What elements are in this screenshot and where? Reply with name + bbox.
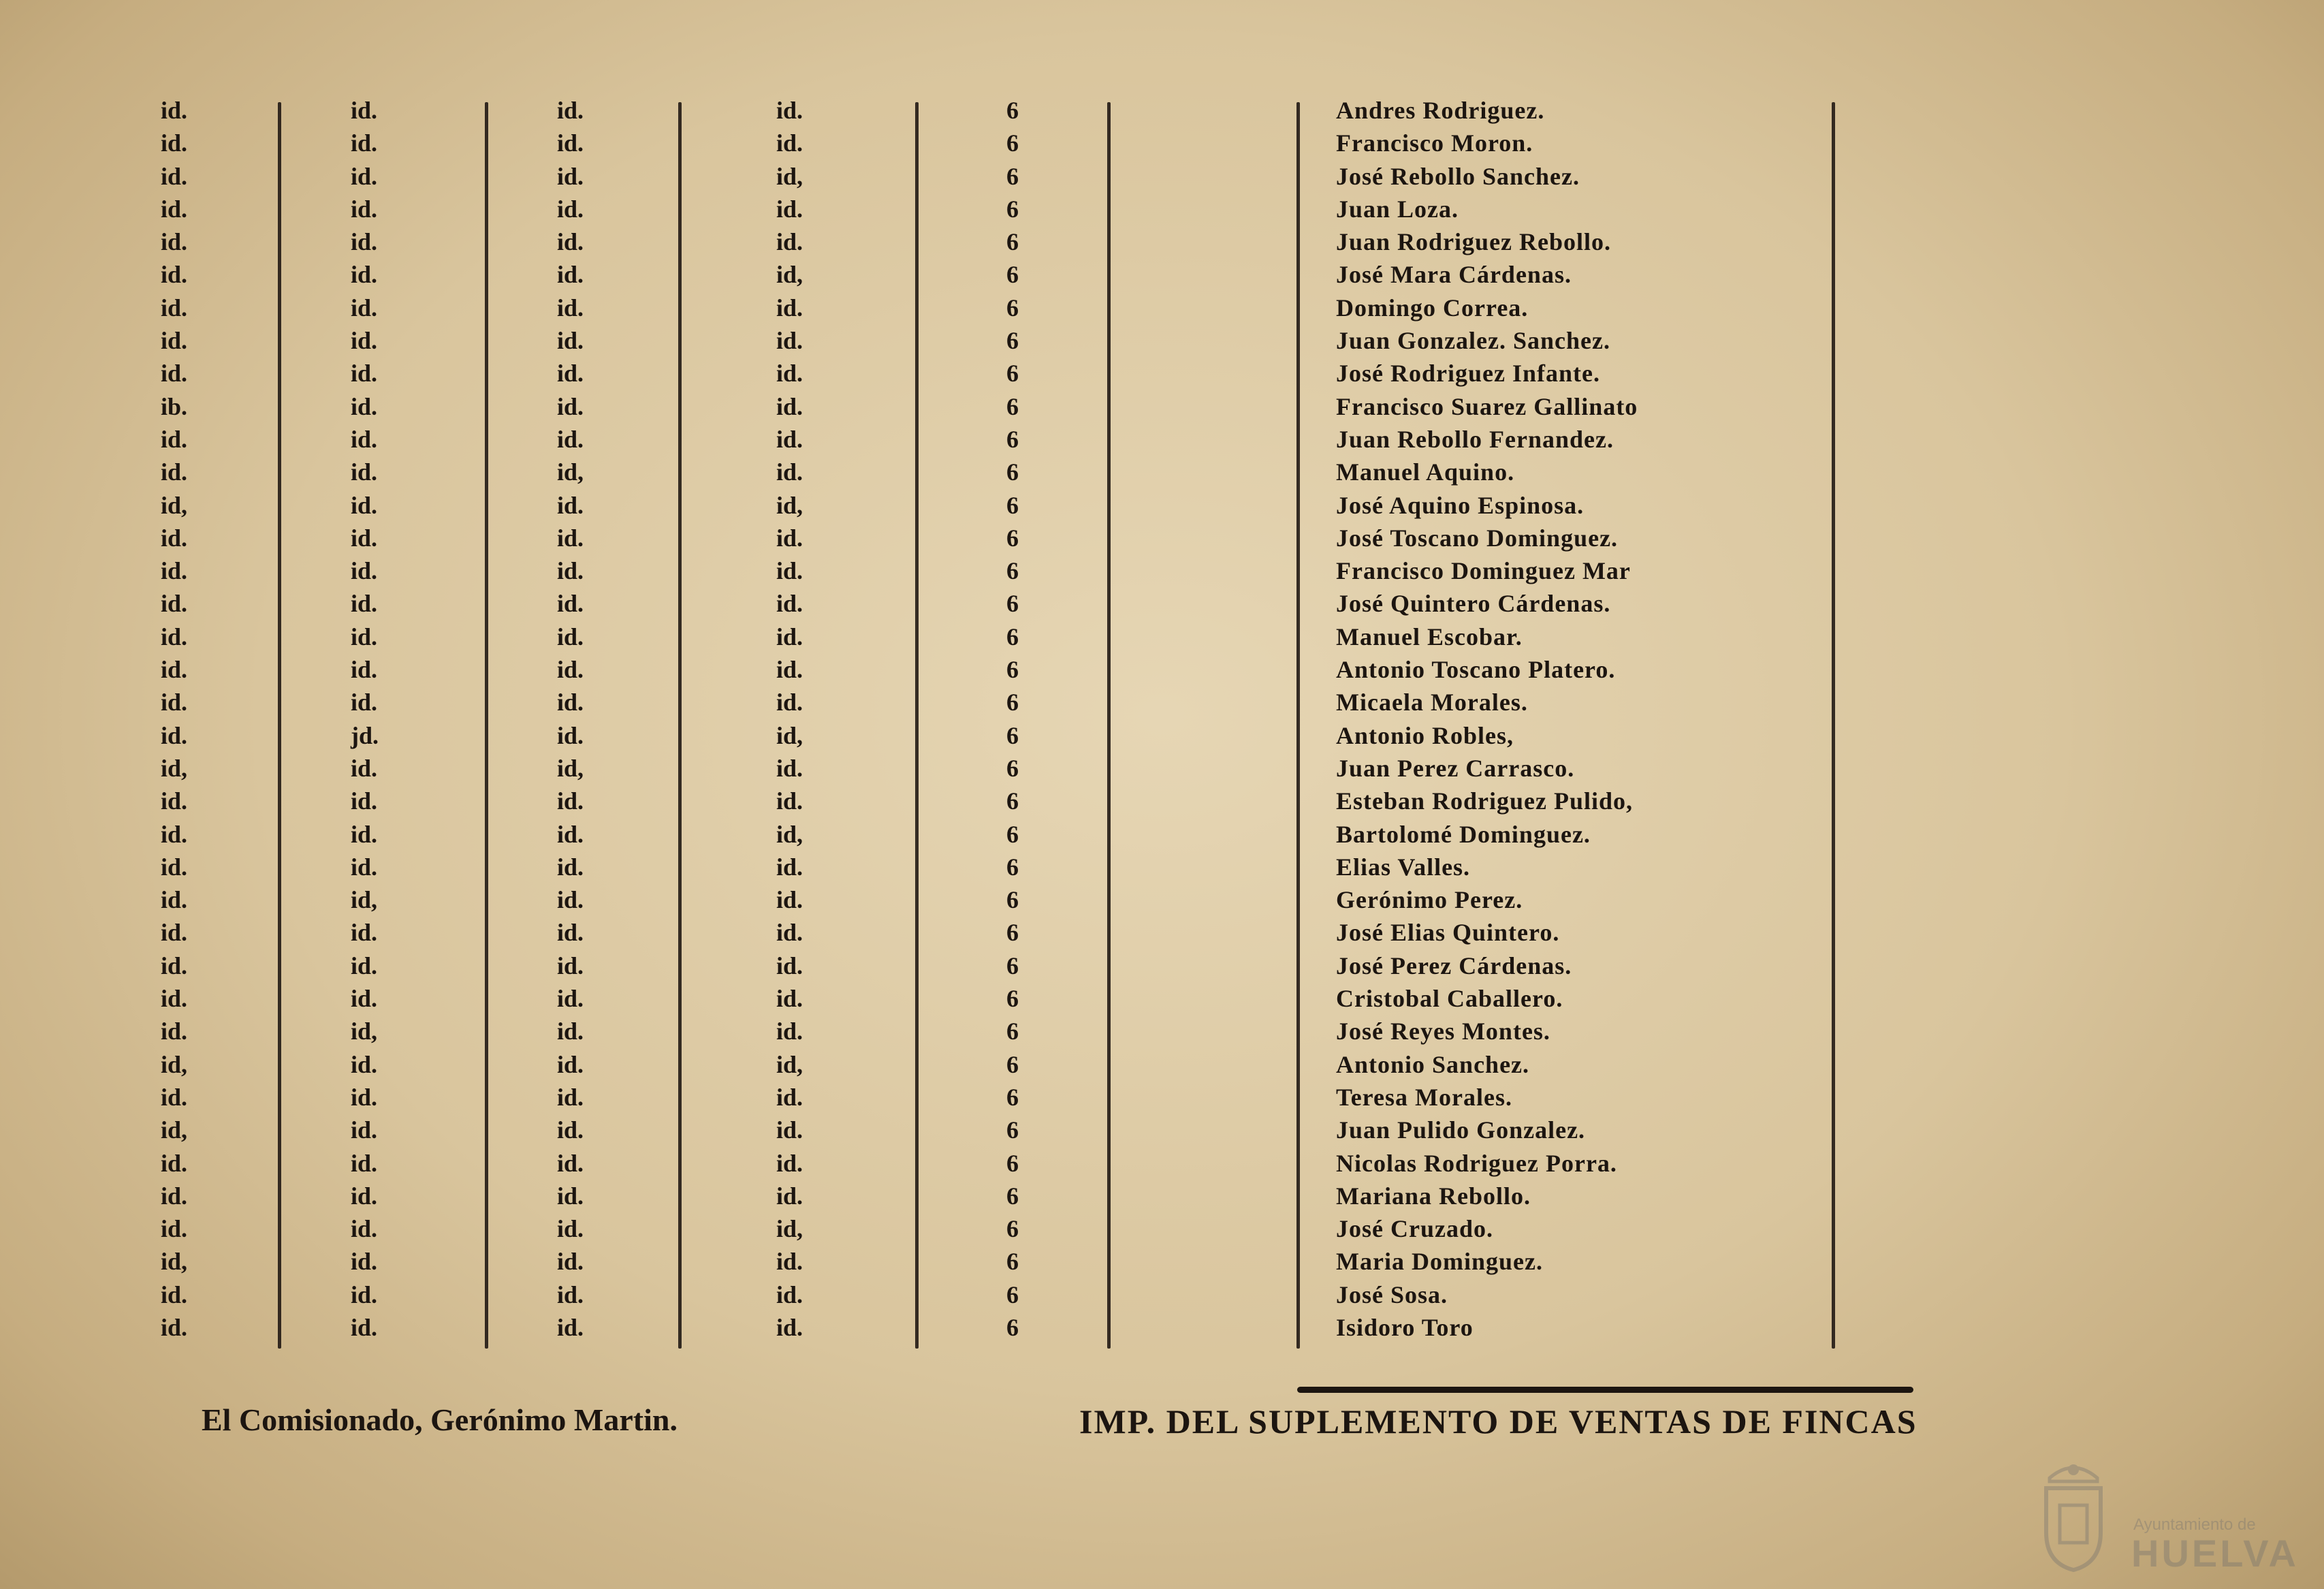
col3-cell: id.: [557, 1018, 584, 1045]
col1-cell: id.: [161, 1018, 188, 1045]
col1-cell: id,: [161, 1116, 188, 1144]
col4-cell: id.: [776, 425, 803, 453]
col1-cell: id,: [161, 1050, 188, 1078]
col4-cell: id.: [776, 951, 803, 979]
name-cell: José Quintero Cárdenas.: [1336, 590, 1611, 618]
col4-cell: id.: [776, 360, 803, 388]
col3-cell: id.: [557, 195, 584, 223]
name-cell: José Rodriguez Infante.: [1336, 360, 1600, 388]
col1-cell: id.: [161, 1313, 188, 1341]
col3-cell: id.: [557, 820, 584, 848]
col3-cell: id.: [557, 327, 584, 355]
table-row: [0, 324, 2324, 357]
col3-cell: id.: [557, 1280, 584, 1308]
col3-cell: id.: [557, 886, 584, 914]
table-row: [0, 1147, 2324, 1180]
col4-cell: id.: [776, 1248, 803, 1276]
col4-cell: id.: [776, 327, 803, 355]
col1-cell: id.: [161, 787, 188, 815]
col2-cell: id.: [351, 228, 378, 256]
quantity-cell: 6: [1006, 129, 1019, 157]
name-cell: Antonio Sanchez.: [1336, 1050, 1530, 1078]
quantity-cell: 6: [1006, 787, 1019, 815]
col3-cell: id.: [557, 425, 584, 453]
col3-cell: id.: [557, 853, 584, 881]
col1-cell: id.: [161, 689, 188, 717]
col3-cell: id.: [557, 1182, 584, 1210]
col3-cell: id.: [557, 1116, 584, 1144]
col1-cell: id.: [161, 1149, 188, 1177]
quantity-cell: 6: [1006, 524, 1019, 552]
name-cell: José Rebollo Sanchez.: [1336, 162, 1580, 190]
name-cell: Juan Loza.: [1336, 195, 1459, 223]
table-row: [0, 719, 2324, 752]
name-cell: Manuel Aquino.: [1336, 458, 1515, 486]
quantity-cell: 6: [1006, 1050, 1019, 1078]
col1-cell: id.: [161, 1083, 188, 1111]
col2-cell: id.: [351, 951, 378, 979]
col1-cell: id.: [161, 195, 188, 223]
col4-cell: id.: [776, 590, 803, 618]
col4-cell: id.: [776, 524, 803, 552]
table-row: [0, 390, 2324, 423]
table-row: [0, 620, 2324, 653]
col2-cell: id,: [351, 1018, 378, 1045]
table-row: [0, 1114, 2324, 1146]
col3-cell: id.: [557, 162, 584, 190]
col1-cell: id.: [161, 656, 188, 684]
col1-cell: id.: [161, 129, 188, 157]
printer-imprint: IMP. DEL SUPLEMENTO DE VENTAS DE FINCAS: [1079, 1402, 1917, 1441]
quantity-cell: 6: [1006, 689, 1019, 717]
table-row: [0, 489, 2324, 522]
col3-cell: id.: [557, 1313, 584, 1341]
col4-cell: id.: [776, 853, 803, 881]
col1-cell: id.: [161, 261, 188, 289]
name-cell: José Sosa.: [1336, 1280, 1448, 1308]
col1-cell: id.: [161, 97, 188, 124]
quantity-cell: 6: [1006, 228, 1019, 256]
col1-cell: ib.: [161, 392, 188, 420]
col2-cell: id.: [351, 820, 378, 848]
col2-cell: id.: [351, 392, 378, 420]
table-row: [0, 193, 2324, 225]
name-cell: Andres Rodriguez.: [1336, 97, 1545, 124]
name-cell: Gerónimo Perez.: [1336, 886, 1523, 914]
col2-cell: id.: [351, 129, 378, 157]
col2-cell: id.: [351, 689, 378, 717]
table-row: [0, 653, 2324, 686]
table-row: [0, 1015, 2324, 1048]
col4-cell: id.: [776, 754, 803, 782]
col4-cell: id.: [776, 787, 803, 815]
col2-cell: id.: [351, 919, 378, 947]
col1-cell: id.: [161, 327, 188, 355]
col4-cell: id,: [776, 820, 803, 848]
col1-cell: id.: [161, 360, 188, 388]
table-row: [0, 587, 2324, 620]
col2-cell: id.: [351, 1280, 378, 1308]
name-cell: Juan Rebollo Fernandez.: [1336, 425, 1614, 453]
watermark: [2036, 1451, 2299, 1575]
table-row: [0, 982, 2324, 1015]
name-cell: José Elias Quintero.: [1336, 919, 1560, 947]
name-cell: Francisco Moron.: [1336, 129, 1533, 157]
col1-cell: id.: [161, 985, 188, 1013]
table-row: [0, 127, 2324, 159]
col3-cell: id.: [557, 524, 584, 552]
col3-cell: id.: [557, 392, 584, 420]
col1-cell: id,: [161, 1248, 188, 1276]
col1-cell: id.: [161, 425, 188, 453]
name-cell: Micaela Morales.: [1336, 689, 1528, 717]
col1-cell: id.: [161, 524, 188, 552]
table-row: [0, 1048, 2324, 1081]
col3-cell: id.: [557, 557, 584, 585]
col1-cell: id,: [161, 754, 188, 782]
quantity-cell: 6: [1006, 1215, 1019, 1243]
col4-cell: id,: [776, 261, 803, 289]
quantity-cell: 6: [1006, 327, 1019, 355]
table-row: [0, 752, 2324, 785]
col4-cell: id.: [776, 1182, 803, 1210]
col1-cell: id.: [161, 886, 188, 914]
col4-cell: id.: [776, 1083, 803, 1111]
name-cell: Juan Perez Carrasco.: [1336, 754, 1575, 782]
col4-cell: id,: [776, 1050, 803, 1078]
col2-cell: id.: [351, 590, 378, 618]
name-cell: Bartolomé Dominguez.: [1336, 820, 1591, 848]
table-row: [0, 916, 2324, 949]
quantity-cell: 6: [1006, 1116, 1019, 1144]
col4-cell: id,: [776, 491, 803, 519]
name-cell: Juan Pulido Gonzalez.: [1336, 1116, 1586, 1144]
col3-cell: id.: [557, 985, 584, 1013]
table-row: [0, 1212, 2324, 1245]
col4-cell: id.: [776, 1018, 803, 1045]
name-cell: Domingo Correa.: [1336, 294, 1529, 321]
col1-cell: id.: [161, 1182, 188, 1210]
table-row: [0, 1278, 2324, 1311]
col4-cell: id.: [776, 1116, 803, 1144]
col2-cell: id.: [351, 623, 378, 650]
table-row: [0, 456, 2324, 488]
quantity-cell: 6: [1006, 853, 1019, 881]
col1-cell: id.: [161, 162, 188, 190]
quantity-cell: 6: [1006, 491, 1019, 519]
quantity-cell: 6: [1006, 886, 1019, 914]
ledger-table: [0, 94, 2324, 1344]
decorative-rule: [1297, 1387, 1913, 1393]
col4-cell: id.: [776, 228, 803, 256]
name-cell: Francisco Suarez Gallinato: [1336, 392, 1638, 420]
name-cell: Elias Valles.: [1336, 853, 1471, 881]
quantity-cell: 6: [1006, 557, 1019, 585]
col2-cell: id.: [351, 1050, 378, 1078]
col3-cell: id.: [557, 360, 584, 388]
col2-cell: id.: [351, 1248, 378, 1276]
col2-cell: id.: [351, 97, 378, 124]
col3-cell: id.: [557, 261, 584, 289]
col1-cell: id.: [161, 294, 188, 321]
table-row: [0, 292, 2324, 324]
col3-cell: id.: [557, 1083, 584, 1111]
col2-cell: id.: [351, 294, 378, 321]
col4-cell: id.: [776, 1280, 803, 1308]
col4-cell: id.: [776, 1313, 803, 1341]
col3-cell: id.: [557, 1248, 584, 1276]
name-cell: Antonio Toscano Platero.: [1336, 656, 1616, 684]
col2-cell: id.: [351, 195, 378, 223]
col3-cell: id.: [557, 129, 584, 157]
table-row: [0, 1081, 2324, 1114]
name-cell: Juan Gonzalez. Sanchez.: [1336, 327, 1611, 355]
col2-cell: id.: [351, 261, 378, 289]
col2-cell: id.: [351, 557, 378, 585]
col2-cell: id.: [351, 327, 378, 355]
col4-cell: id.: [776, 129, 803, 157]
quantity-cell: 6: [1006, 985, 1019, 1013]
col2-cell: id.: [351, 853, 378, 881]
col3-cell: id.: [557, 1149, 584, 1177]
name-cell: Juan Rodriguez Rebollo.: [1336, 228, 1612, 256]
col4-cell: id.: [776, 294, 803, 321]
quantity-cell: 6: [1006, 97, 1019, 124]
col4-cell: id.: [776, 557, 803, 585]
quantity-cell: 6: [1006, 162, 1019, 190]
col4-cell: id,: [776, 1215, 803, 1243]
name-cell: José Cruzado.: [1336, 1215, 1493, 1243]
name-cell: Francisco Dominguez Mar: [1336, 557, 1631, 585]
quantity-cell: 6: [1006, 623, 1019, 650]
col3-cell: id.: [557, 623, 584, 650]
col2-cell: id.: [351, 985, 378, 1013]
col1-cell: id.: [161, 1215, 188, 1243]
watermark-title: HUELVA: [2131, 1532, 2299, 1575]
col1-cell: id.: [161, 951, 188, 979]
quantity-cell: 6: [1006, 590, 1019, 618]
quantity-cell: 6: [1006, 1149, 1019, 1177]
name-cell: Manuel Escobar.: [1336, 623, 1523, 650]
table-row: [0, 785, 2324, 817]
quantity-cell: 6: [1006, 261, 1019, 289]
col1-cell: id.: [161, 590, 188, 618]
table-row: [0, 357, 2324, 390]
col1-cell: id.: [161, 919, 188, 947]
col4-cell: id.: [776, 985, 803, 1013]
col3-cell: id.: [557, 491, 584, 519]
table-row: [0, 522, 2324, 554]
col4-cell: id.: [776, 392, 803, 420]
quantity-cell: 6: [1006, 360, 1019, 388]
name-cell: José Aquino Espinosa.: [1336, 491, 1585, 519]
name-cell: Antonio Robles,: [1336, 721, 1514, 749]
col2-cell: id.: [351, 1313, 378, 1341]
quantity-cell: 6: [1006, 392, 1019, 420]
name-cell: José Perez Cárdenas.: [1336, 951, 1572, 979]
quantity-cell: 6: [1006, 951, 1019, 979]
col3-cell: id.: [557, 656, 584, 684]
table-row: [0, 686, 2324, 719]
quantity-cell: 6: [1006, 919, 1019, 947]
table-row: [0, 160, 2324, 193]
table-row: [0, 949, 2324, 982]
col1-cell: id.: [161, 820, 188, 848]
col4-cell: id.: [776, 458, 803, 486]
quantity-cell: 6: [1006, 294, 1019, 321]
name-cell: Teresa Morales.: [1336, 1083, 1512, 1111]
quantity-cell: 6: [1006, 195, 1019, 223]
quantity-cell: 6: [1006, 425, 1019, 453]
name-cell: José Reyes Montes.: [1336, 1018, 1550, 1045]
col1-cell: id.: [161, 228, 188, 256]
name-cell: José Toscano Dominguez.: [1336, 524, 1619, 552]
col3-cell: id.: [557, 919, 584, 947]
col2-cell: id.: [351, 656, 378, 684]
quantity-cell: 6: [1006, 1083, 1019, 1111]
col2-cell: id.: [351, 1215, 378, 1243]
quantity-cell: 6: [1006, 656, 1019, 684]
col2-cell: id.: [351, 162, 378, 190]
col2-cell: id.: [351, 491, 378, 519]
name-cell: Isidoro Toro: [1336, 1313, 1474, 1341]
col4-cell: id.: [776, 919, 803, 947]
name-cell: Maria Dominguez.: [1336, 1248, 1543, 1276]
col2-cell: id.: [351, 1149, 378, 1177]
col3-cell: id.: [557, 228, 584, 256]
col2-cell: id.: [351, 360, 378, 388]
col2-cell: jd.: [351, 721, 379, 749]
col4-cell: id.: [776, 195, 803, 223]
col3-cell: id.: [557, 1050, 584, 1078]
table-row: [0, 554, 2324, 587]
col4-cell: id.: [776, 886, 803, 914]
col4-cell: id.: [776, 97, 803, 124]
col1-cell: id,: [161, 491, 188, 519]
col2-cell: id.: [351, 1083, 378, 1111]
col4-cell: id.: [776, 656, 803, 684]
table-row: [0, 258, 2324, 291]
col2-cell: id.: [351, 524, 378, 552]
quantity-cell: 6: [1006, 1248, 1019, 1276]
commissioner-signature: El Comisionado, Gerónimo Martin.: [202, 1402, 678, 1437]
col3-cell: id.: [557, 689, 584, 717]
name-cell: Nicolas Rodriguez Porra.: [1336, 1149, 1617, 1177]
table-row: [0, 818, 2324, 851]
table-row: [0, 423, 2324, 456]
table-row: [0, 1245, 2324, 1278]
col4-cell: id,: [776, 721, 803, 749]
table-row: [0, 1311, 2324, 1344]
quantity-cell: 6: [1006, 820, 1019, 848]
col2-cell: id.: [351, 458, 378, 486]
table-row: [0, 225, 2324, 258]
col1-cell: id.: [161, 1280, 188, 1308]
col1-cell: id.: [161, 853, 188, 881]
name-cell: Esteban Rodriguez Pulido,: [1336, 787, 1634, 815]
col4-cell: id,: [776, 162, 803, 190]
name-cell: José Mara Cárdenas.: [1336, 261, 1572, 289]
col4-cell: id.: [776, 689, 803, 717]
col1-cell: id.: [161, 458, 188, 486]
col2-cell: id.: [351, 1182, 378, 1210]
col2-cell: id.: [351, 425, 378, 453]
col3-cell: id.: [557, 1215, 584, 1243]
table-row: [0, 1180, 2324, 1212]
name-cell: Mariana Rebollo.: [1336, 1182, 1531, 1210]
col2-cell: id.: [351, 1116, 378, 1144]
table-row: [0, 851, 2324, 883]
col3-cell: id,: [557, 458, 584, 486]
col2-cell: id.: [351, 787, 378, 815]
watermark-caption: Ayuntamiento de: [2133, 1515, 2256, 1534]
col3-cell: id.: [557, 951, 584, 979]
col4-cell: id.: [776, 623, 803, 650]
col1-cell: id.: [161, 721, 188, 749]
quantity-cell: 6: [1006, 1280, 1019, 1308]
quantity-cell: 6: [1006, 458, 1019, 486]
col4-cell: id.: [776, 1149, 803, 1177]
col3-cell: id.: [557, 590, 584, 618]
table-row: [0, 94, 2324, 127]
quantity-cell: 6: [1006, 1018, 1019, 1045]
quantity-cell: 6: [1006, 1182, 1019, 1210]
col2-cell: id.: [351, 754, 378, 782]
col2-cell: id,: [351, 886, 378, 914]
col3-cell: id.: [557, 721, 584, 749]
col3-cell: id.: [557, 97, 584, 124]
quantity-cell: 6: [1006, 721, 1019, 749]
quantity-cell: 6: [1006, 1313, 1019, 1341]
col1-cell: id.: [161, 623, 188, 650]
col3-cell: id,: [557, 754, 584, 782]
coat-of-arms-icon: [2036, 1451, 2111, 1573]
name-cell: Cristobal Caballero.: [1336, 985, 1563, 1013]
col3-cell: id.: [557, 294, 584, 321]
col1-cell: id.: [161, 557, 188, 585]
table-row: [0, 883, 2324, 916]
col3-cell: id.: [557, 787, 584, 815]
quantity-cell: 6: [1006, 754, 1019, 782]
